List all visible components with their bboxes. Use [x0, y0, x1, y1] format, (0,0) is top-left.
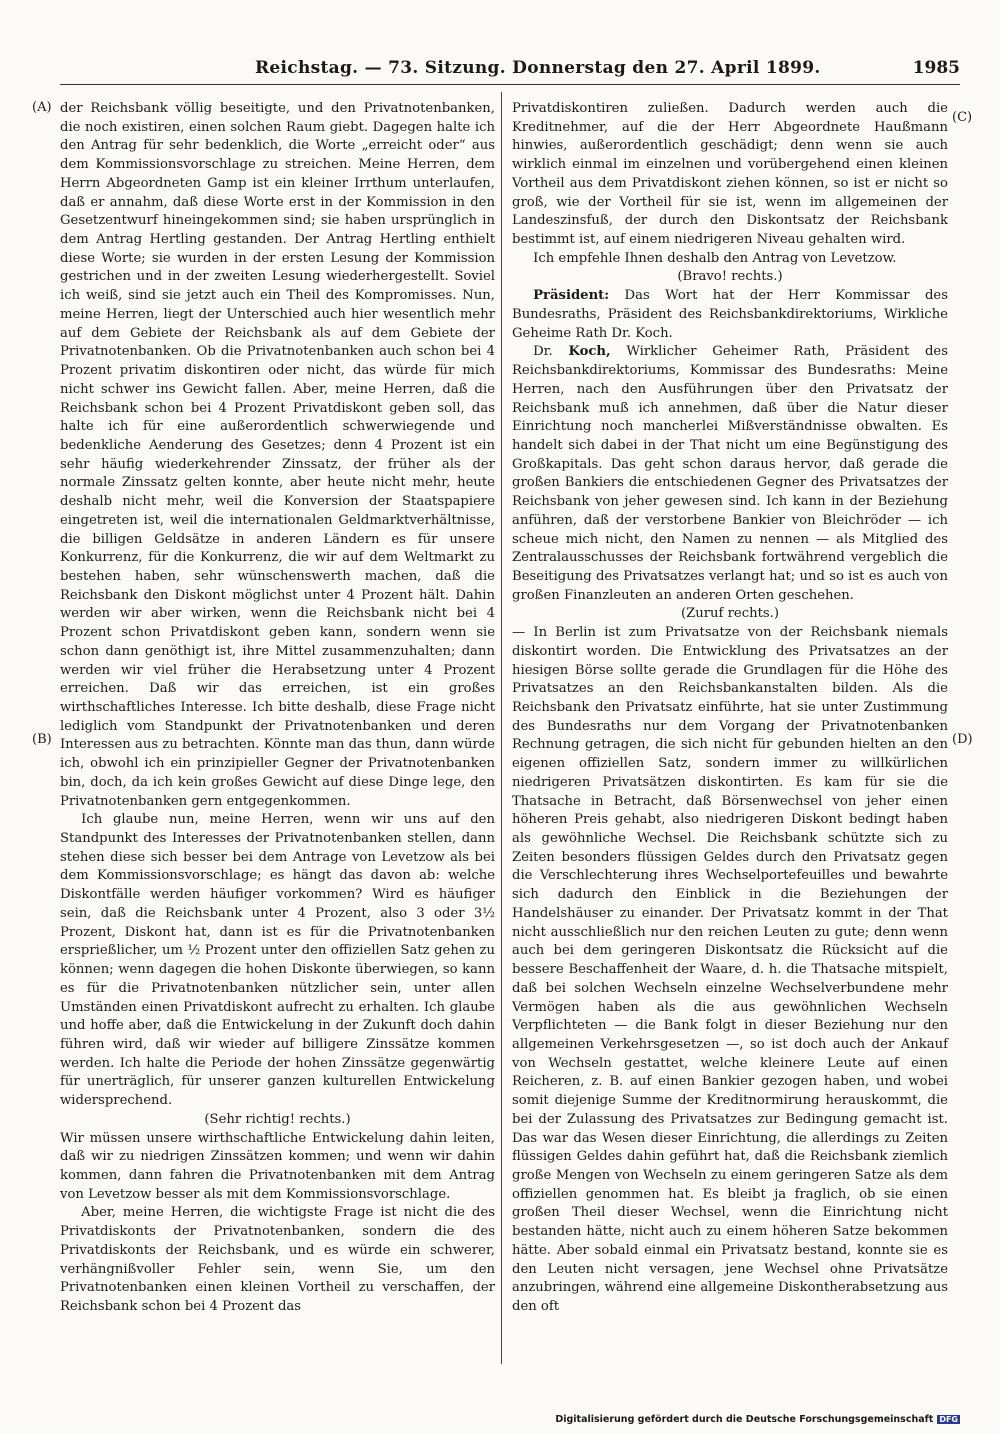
- interjection: (Zuruf rechts.): [680, 606, 780, 622]
- speaker-name: Koch,: [568, 344, 611, 360]
- interjection: (Bravo! rechts.): [677, 269, 783, 285]
- margin-marker-c: (C): [952, 110, 973, 125]
- right-column: [512, 100, 948, 1317]
- paragraph: Ich empfehle Ihnen deshalb den Antrag von Levetzow.: [533, 250, 897, 266]
- speaker-paragraph: [512, 343, 948, 605]
- speaker-label: Präsident:: [533, 288, 610, 304]
- digitization-credit: [555, 1414, 960, 1425]
- page-number: 1985: [912, 58, 960, 78]
- speaker-text: Wirklicher Geheimer Rath, Präsident des Reichsbankdirektoriums, Kommissar des Bundesraths: Meine Herren, nach den Ausführungen über den Privatsatz der Reichsbank muß ich annehmen, daß über die Natur dieser Einrichtung noch mancherlei Mißverständnisse obwalten. Es handelt sich dabei in der That nicht um eine Begünstigung des Großkapitals. Das geht schon daraus hervor, daß gerade die großen Bankiers die entschiedenen Gegner des Privatsatzes der Reichsbank von jeher gewesen sind. Ich kann in der Beziehung anführen, daß der verstorbene Bankier von Bleichröder — ich scheue mich nicht, den Namen zu nennen — als Mitglied des Zentralausschusses der Reichsbank fortwährend vergeblich die Beseitigung des Privatsatzes verlangt hat; und so ist es auch von großen Finanzleuten an anderen Orten geschehen.: [512, 344, 948, 603]
- speaker-paragraph: [512, 287, 948, 343]
- speaker-text: Das Wort hat der Herr Kommissar des Bundesraths, Präsident des Reichsbankdirektoriums, Wirkliche Geheime Rath Dr. Koch.: [512, 288, 948, 341]
- column-divider: [501, 92, 502, 1364]
- running-header: [60, 58, 960, 85]
- header-title: Reichstag. — 73. Sitzung. Donnerstag den 27. April 1899.: [255, 58, 821, 78]
- credit-text: Digitalisierung gefördert durch die Deutsche Forschungsgemeinschaft: [555, 1414, 934, 1425]
- paragraph: der Reichsbank völlig beseitigte, und den Privatnotenbanken, die noch existiren, einen solchen Raum giebt. Dagegen halte ich den Antrag für sehr bedenklich, die Worte „erreicht oder“ aus dem Kommissionsvorschlage zu streichen. Meine Herren, dem Herrn Abgeordneten Gamp ist ein kleiner Irrthum unterlaufen, daß er annahm, daß diese Worte erst in der Kommission in den Gesetzentwurf hineingekommen sind; sie haben ursprünglich in dem Antrag Hertling gestanden. Der Antrag Hertling enthielt diese Worte; sie wurden in der ersten Lesung der Kommission gestrichen und in der zweiten Lesung wiederhergestellt. Soviel ich weiß, sind sie jetzt auch ein Theil des Kompromisses. Nun, meine Herren, liegt der Unterschied auch hier wesentlich mehr auf dem Gebiete der Reichsbank als auf dem Gebiete der Privatnotenbanken. Ob die Privatnotenbanken auch schon bei 4 Prozent privatim diskontiren oder nicht, das würde für mich nicht schwer ins Gewicht fallen. Aber, meine Herren, daß die Reichsbank schon bei 4 Prozent Privatdiskont geben soll, das halte ich für eine außerordentlich schwerwiegende und bedenkliche Aenderung des Gesetzes; denn 4 Prozent ist ein sehr häufig wiederkehrender Zinssatz, der früher als der normale Zinssatz gelten konnte, aber heute nicht mehr, heute deshalb nicht mehr, weil die Konversion der Staatspapiere eingetreten ist, weil die internationalen Geldmarktverhältnisse, die billigen Geldsätze in anderen Ländern es für unsere Konkurrenz, für die Konkurrenz, die wir auf dem Weltmarkt zu bestehen haben, sehr wünschenswerth machen, daß die Reichsbank den Diskont möglichst unter 4 Prozent hält. Dahin werden wir aber wirken, wenn die Reichsbank nicht bei 4 Prozent schon Privatdiskont geben kann, sondern wenn sie schon dann genöthigt ist, ihre Mittel zusammenzuhalten; dann werden wir viel früher die Herabsetzung unter 4 Prozent erreichen. Daß wir das erreichen, ist ein großes wirthschaftliches Interesse. Ich bitte deshalb, diese Frage nicht lediglich vom Standpunkt der Privatnotenbanken und deren Interessen aus zu betrachten. Könnte man das thun, dann würde ich, obwohl ich ein prinzipieller Gegner der Privatnotenbanken bin, doch, da ich kein großes Gewicht auf diese Dinge lege, den Privatnotenbanken gern entgegenkommen.: [60, 101, 495, 809]
- dfg-logo: DFG: [939, 1415, 958, 1424]
- paragraph: Aber, meine Herren, die wichtigste Frage ist nicht die des Privatdiskonts der Privatnotenbanken, sondern die des Privatdiskonts der Reichsbank, und es würde ein schwerer, verhängnißvoller Fehler sein, wenn Sie, um den Privatnotenbanken einen kleinen Vortheil zu verschaffen, der Reichsbank schon bei 4 Prozent das: [60, 1205, 495, 1314]
- paragraph: Wir müssen unsere wirthschaftliche Entwickelung dahin leiten, daß wir zu niedrigen Zinssätzen kommen; und wenn wir dahin kommen, dann fahren die Privatnotenbanken mit dem Antrag von Levetzow besser als mit dem Kommissionsvorschlage.: [60, 1130, 495, 1202]
- margin-marker-b: (B): [32, 732, 52, 747]
- interjection: (Sehr richtig! rechts.): [204, 1111, 351, 1127]
- left-column: [60, 100, 495, 1317]
- paragraph: — In Berlin ist zum Privatsatze von der Reichsbank niemals diskontirt worden. Die Entwicklung des Privatsatzes an der hiesigen Börse sollte gerade die Grundlagen für die Höhe des Privatsatzes an den Reichsbankanstalten bilden. Als die Reichsbank den Privatsatz einführte, hat sie unter Zustimmung des Bundesraths nur dem Vorgang der Privatnotenbanken Rechnung getragen, die sich nicht für gebunden hielten an den eigenen offiziellen Satz, sondern immer zu willkürlichen niedrigeren Privatsätzen diskontirten. Es kam für sie die Thatsache in Betracht, daß Börsenwechsel von jeher einen höheren Preis gehabt, also niedrigeren Diskont bedingt haben als gewöhnliche Wechsel. Die Reichsbank schützte sich zu Zeiten besonders flüssigen Geldes durch den Privatsatz gegen die Verschlechterung ihres Wechselportefeuilles und bewahrte sich dadurch den Einblick in die Beziehungen der Handelshäuser zu einander. Der Privatsatz kommt in der That nicht ausschließlich nur den reichen Leuten zu gute; denn wenn auch bei dem geringeren Diskontsatz die Rücksicht auf die bessere Beschaffenheit der Waare, d. h. die Thatsache mitspielt, daß bei solchen Wechseln einzelne Wechselverbundene mehr Vermögen haben als die aus gewöhnlichen Wechseln Verpflichteten — die Bank folgt in dieser Beziehung nur den allgemeinen Verkehrsgesetzen —, so ist doch auch der Ankauf von Wechseln gestattet, welche kleinere Leute auf einen Reicheren, z. B. auf einen Bankier gezogen haben, und wobei somit diejenige Summe der Kreditnormirung herauskommt, die bei der Zulassung des Privatsatzes zur Bedingung gemacht ist. Das war das Wesen dieser Einrichtung, die allerdings zu Zeiten flüssigen Geldes dahin geführt hat, daß die Reichsbank ziemlich große Mengen von Wechseln zu einem geringeren Satze als dem offiziellen genommen hat. Es bleibt ja fraglich, ob sie einen großen Theil dieser Wechsel, wenn die Einrichtung nicht bestanden hätte, nicht auch zu einem höheren Satze bekommen hätte. Aber sobald einmal ein Privatsatz bestand, konnte sie es den Leuten nicht versagen, jene Wechsel ohne Privatsätze anzubringen, während eine allgemeine Diskontherabsetzung aus den oft: [512, 625, 948, 1314]
- paragraph: Privatdiskontiren zuließen. Dadurch werden auch die Kreditnehmer, auf die der Herr Abgeordnete Haußmann hinwies, außerordentlich geschädigt; denn wenn sie auch wirklich einmal im einzelnen und vorübergehend einen kleinen Vortheil aus dem Privatdiskont ziehen können, so ist er nicht so groß, wie der Vortheil für sie ist, wenn im allgemeinen der Landeszinsfuß, der durch den Diskontsatz der Reichsbank bestimmt ist, auf einem niedrigeren Niveau gehalten wird.: [512, 101, 948, 248]
- margin-marker-d: (D): [952, 732, 973, 747]
- margin-marker-a: (A): [32, 100, 52, 115]
- paragraph: Ich glaube nun, meine Herren, wenn wir uns auf den Standpunkt des Interesses der Privatnotenbanken stellen, dann stehen diese sich besser bei dem Antrage von Levetzow als bei dem Kommissionsvorschlage; es hängt das davon ab: welche Diskontfälle werden häufiger vorkommen? Wird es häufiger sein, daß die Reichsbank unter 4 Prozent, also 3 oder 3½ Prozent, Diskont hat, dann ist es für die Privatnotenbanken ersprießlicher, um ½ Prozent unter den offiziellen Satz gehen zu können; wenn dagegen die hohen Diskonte überwiegen, so kann es für die Privatnotenbanken nützlicher sein, unter allen Umständen einen Privatdiskont aufrecht zu erhalten. Ich glaube und hoffe aber, daß die Entwickelung in der Zukunft doch dahin führen wird, daß wir wieder auf billigere Zinssätze kommen werden. Ich halte die Periode der hohen Zinssätze gegenwärtig für unerträglich, für unserer ganzen kulturellen Entwickelung widersprechend.: [60, 812, 495, 1109]
- speaker-title: Dr.: [533, 344, 553, 360]
